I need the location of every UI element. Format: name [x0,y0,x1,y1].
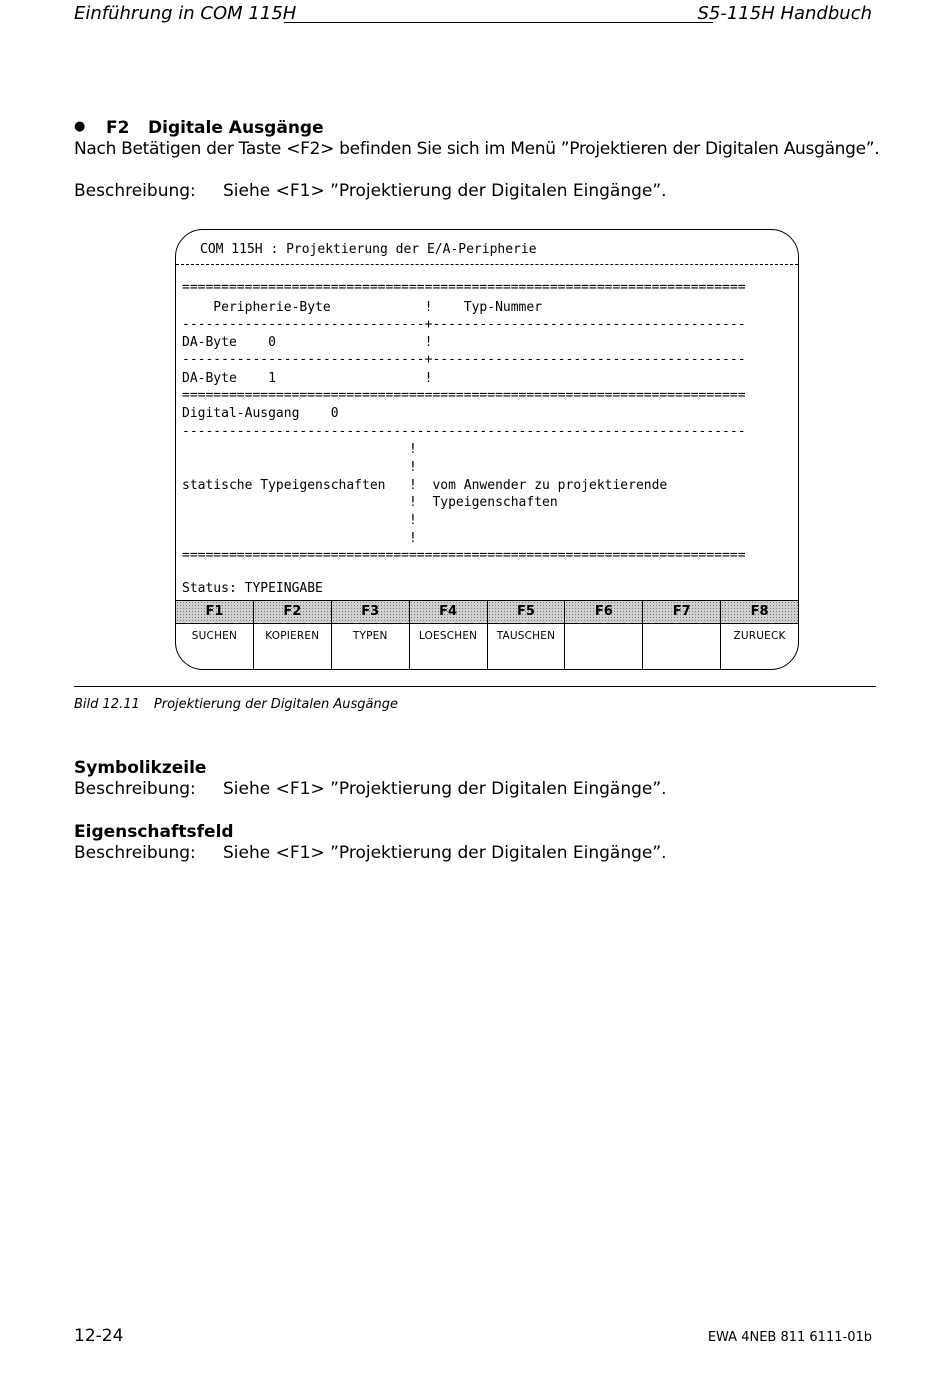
screen-line: ! [182,531,417,546]
page-number: 12-24 [74,1326,124,1346]
function-key-action: LOESCHEN [418,630,478,642]
function-key-action: SUCHEN [191,630,238,642]
figure-number: Bild 12.11 [74,697,140,712]
function-key-f6[interactable] [565,601,643,670]
screen-line: ! [182,513,417,528]
eigenschaft-heading: Eigenschaftsfeld [74,822,234,842]
function-key-label: F5 [488,601,565,624]
description-label: Beschreibung: [74,181,196,201]
section-intro: Nach Betätigen der Taste <F2> befinden Sie sich im Menü ”Projektieren der Digitalen Ausgänge”. [74,139,880,159]
header-rule [284,22,713,23]
function-key-action: KOPIEREN [265,630,320,642]
screen-line: -------------------------------+---------------------------------------- [182,352,746,367]
function-key-f5[interactable] [488,601,566,670]
document-id: EWA 4NEB 811 6111-01b [707,1330,872,1345]
screen-status: Status: TYPEINGABE [182,581,323,596]
screen-line: DA-Byte 1 ! [182,371,433,386]
function-key-action: TYPEN [352,630,388,642]
function-key-label: F8 [721,601,798,624]
function-key-action [643,624,720,630]
screen-line: Peripherie-Byte ! Typ-Nummer [182,300,543,315]
section-title: Digitale Ausgänge [148,118,324,138]
figure-caption [74,697,398,712]
function-key-action: TAUSCHEN [496,630,556,642]
function-key-label: F7 [643,601,720,624]
eigenschaft-text: Siehe <F1> ”Projektierung der Digitalen Eingänge”. [223,843,667,863]
section-key: F2 [106,118,130,138]
eigenschaft-label: Beschreibung: [74,843,196,863]
bullet-icon: ● [74,119,86,134]
screen-line: ------------------------------------------------------------------------ [182,424,746,439]
symbolik-text: Siehe <F1> ”Projektierung der Digitalen Eingänge”. [223,779,667,799]
function-key-label: F1 [176,601,253,624]
function-key-f2[interactable] [254,601,332,670]
function-key-label: F6 [565,601,642,624]
function-key-label: F2 [254,601,331,624]
description-text: Siehe <F1> ”Projektierung der Digitalen Eingänge”. [223,181,667,201]
screen-line: ! [182,460,417,475]
symbolik-label: Beschreibung: [74,779,196,799]
screen-line: ! Typeigenschaften [182,495,558,510]
function-key-bar [176,600,798,670]
screen-line: ! [182,442,417,457]
screen-line: Digital-Ausgang 0 [182,406,339,421]
screen-line: statische Typeigenschaften ! vom Anwender zu projektierende [182,478,668,493]
header-title-right: S5-115H Handbuch [697,3,872,24]
function-key-label: F3 [332,601,409,624]
screen-line: ======================================================================== [182,388,746,403]
figure-rule [74,686,876,687]
function-key-f1[interactable] [176,601,254,670]
function-key-f4[interactable] [410,601,488,670]
function-key-label: F4 [410,601,487,624]
screen-line: ======================================================================== [182,280,746,295]
figure-caption-text: Projektierung der Digitalen Ausgänge [153,697,398,712]
symbolik-heading: Symbolikzeile [74,758,207,778]
screen-line: -------------------------------+---------------------------------------- [182,317,746,332]
function-key-f8[interactable] [721,601,798,670]
function-key-action [565,624,642,630]
function-key-f7[interactable] [643,601,721,670]
function-key-f3[interactable] [332,601,410,670]
screen-line: DA-Byte 0 ! [182,335,433,350]
header-title-left: Einführung in COM 115H [74,3,297,24]
screen-line: ======================================================================== [182,548,746,563]
screen-title-separator [176,264,798,265]
screen-title: COM 115H : Projektierung der E/A-Peripherie [200,242,537,257]
screen-frame [175,229,799,670]
function-key-action: ZURUECK [733,630,786,642]
